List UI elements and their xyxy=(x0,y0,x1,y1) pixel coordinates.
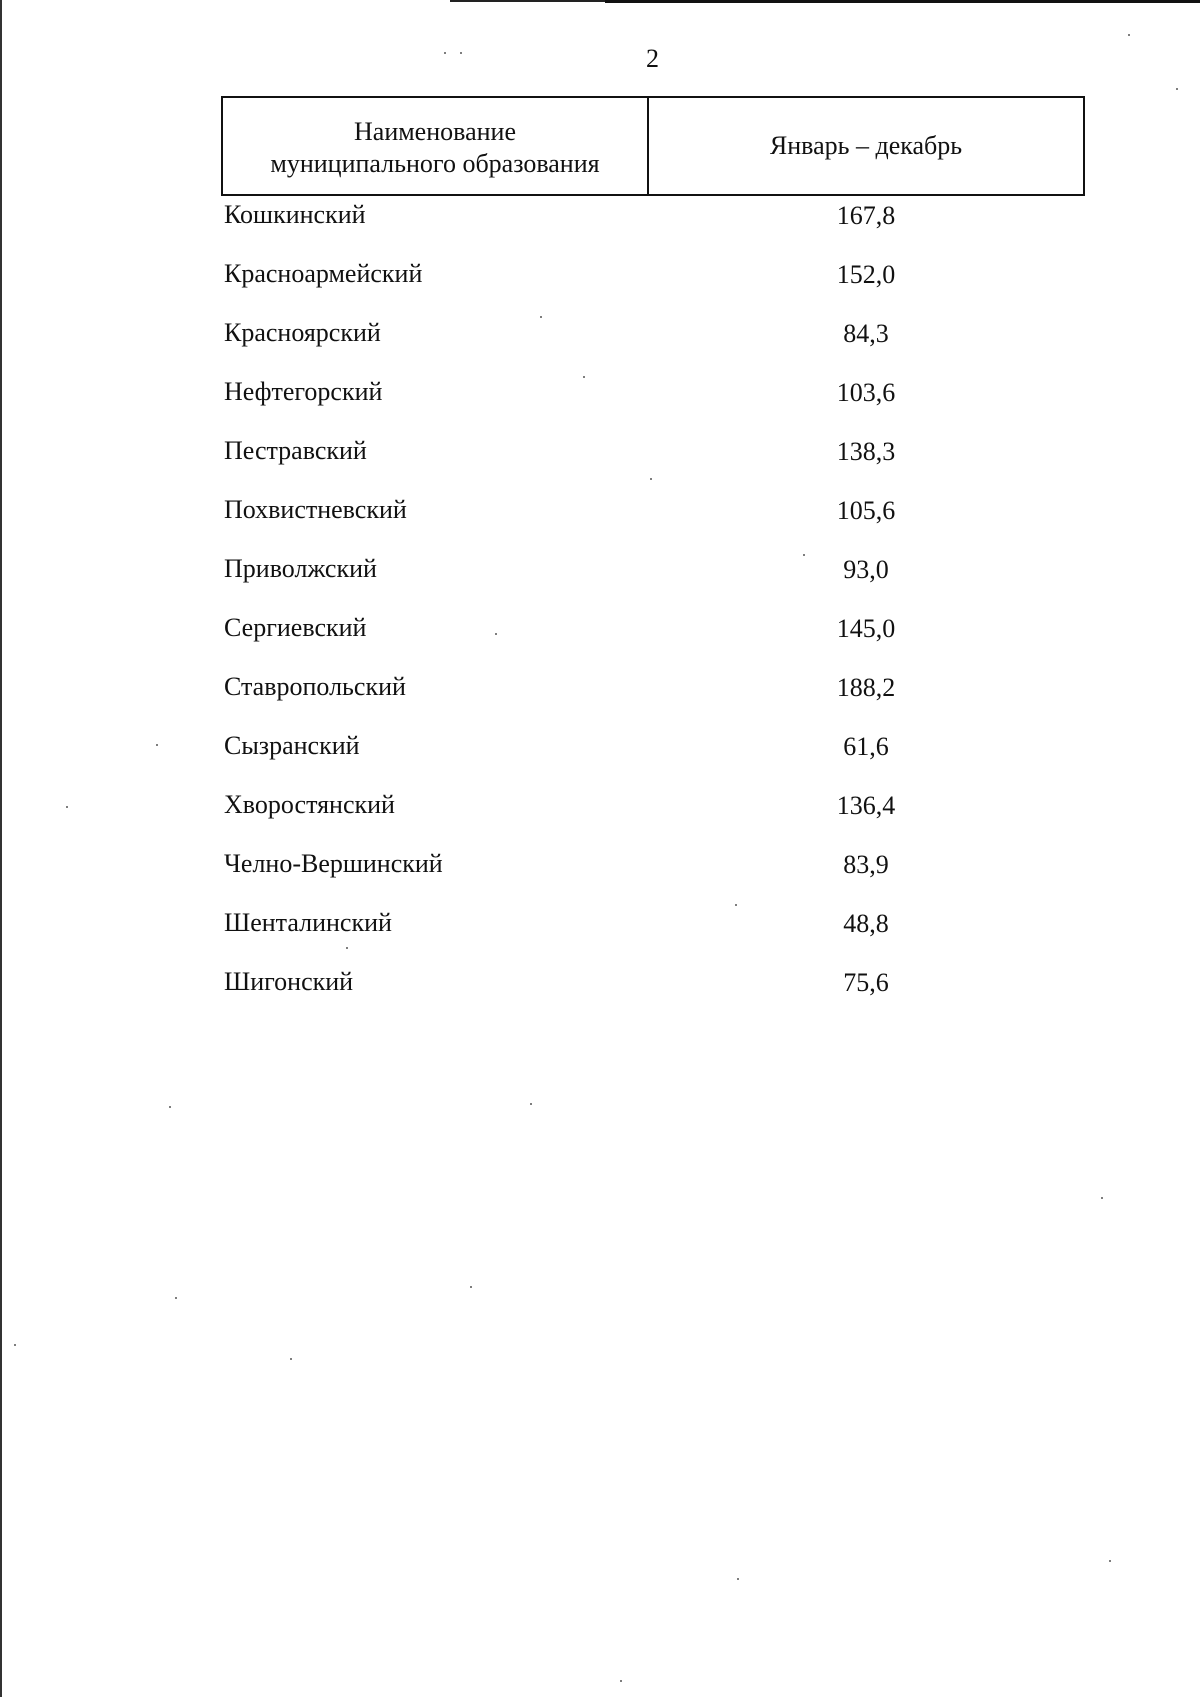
row-value: 145,0 xyxy=(836,614,896,643)
row-name: Хворостянский xyxy=(224,790,395,819)
row-value: 83,9 xyxy=(843,850,889,879)
table-row xyxy=(221,668,1085,727)
table-row xyxy=(221,609,1085,668)
row-value: 75,6 xyxy=(843,968,889,997)
row-value: 61,6 xyxy=(843,732,889,761)
header-name-line2: муниципального образования xyxy=(270,149,600,178)
row-name: Похвистневский xyxy=(224,495,407,524)
table-row xyxy=(221,432,1085,491)
table-row xyxy=(221,727,1085,786)
row-name: Красноярский xyxy=(224,318,381,347)
table-row xyxy=(221,373,1085,432)
table-row xyxy=(221,904,1085,963)
table-body xyxy=(221,196,1085,1022)
row-name: Красноармейский xyxy=(224,259,423,288)
scan-speck xyxy=(620,1680,622,1682)
scan-speck xyxy=(175,1297,177,1299)
table-row xyxy=(221,255,1085,314)
table-header xyxy=(221,96,1085,196)
table-row xyxy=(221,786,1085,845)
row-value: 138,3 xyxy=(836,437,896,466)
row-value: 167,8 xyxy=(836,201,896,230)
row-value: 136,4 xyxy=(836,791,896,820)
scan-speck xyxy=(290,1358,292,1360)
scan-top-line-thick xyxy=(605,0,1200,3)
row-value: 103,6 xyxy=(836,378,896,407)
scan-speck xyxy=(66,806,68,808)
header-name-line1: Наименование xyxy=(354,117,516,146)
table-row xyxy=(221,314,1085,373)
row-value: 93,0 xyxy=(843,555,889,584)
row-name: Шигонский xyxy=(224,967,354,996)
scan-speck xyxy=(530,1103,532,1105)
header-cell-name xyxy=(223,98,649,194)
table-row xyxy=(221,550,1085,609)
row-name: Сергиевский xyxy=(224,613,367,642)
scan-speck xyxy=(14,1344,16,1346)
row-name: Приволжский xyxy=(224,554,377,583)
row-name: Ставропольский xyxy=(224,672,406,701)
table-row xyxy=(221,845,1085,904)
scan-speck xyxy=(1101,1197,1103,1199)
scan-speck xyxy=(737,1578,739,1580)
scan-speck xyxy=(1176,88,1178,90)
scan-speck xyxy=(169,1106,171,1108)
row-value: 152,0 xyxy=(836,260,896,289)
table-row xyxy=(221,196,1085,255)
scan-speck xyxy=(1128,34,1130,36)
scan-speck xyxy=(470,1286,472,1288)
row-name: Нефтегорский xyxy=(224,377,383,406)
row-name: Шенталинский xyxy=(224,908,392,937)
scan-left-edge xyxy=(0,0,2,1697)
row-value: 84,3 xyxy=(843,319,889,348)
header-cell-period: Январь – декабрь xyxy=(769,131,963,160)
scan-speck xyxy=(1109,1560,1111,1562)
table-row xyxy=(221,491,1085,550)
row-name: Сызранский xyxy=(224,731,360,760)
row-name: Кошкинский xyxy=(224,200,366,229)
row-value: 188,2 xyxy=(836,673,896,702)
table-row xyxy=(221,963,1085,1022)
row-name: Пестравский xyxy=(224,436,367,465)
scan-speck xyxy=(156,744,158,746)
row-value: 48,8 xyxy=(843,909,889,938)
page-number: 2 xyxy=(646,44,659,73)
row-name: Челно-Вершинский xyxy=(224,849,443,878)
row-value: 105,6 xyxy=(836,496,896,525)
